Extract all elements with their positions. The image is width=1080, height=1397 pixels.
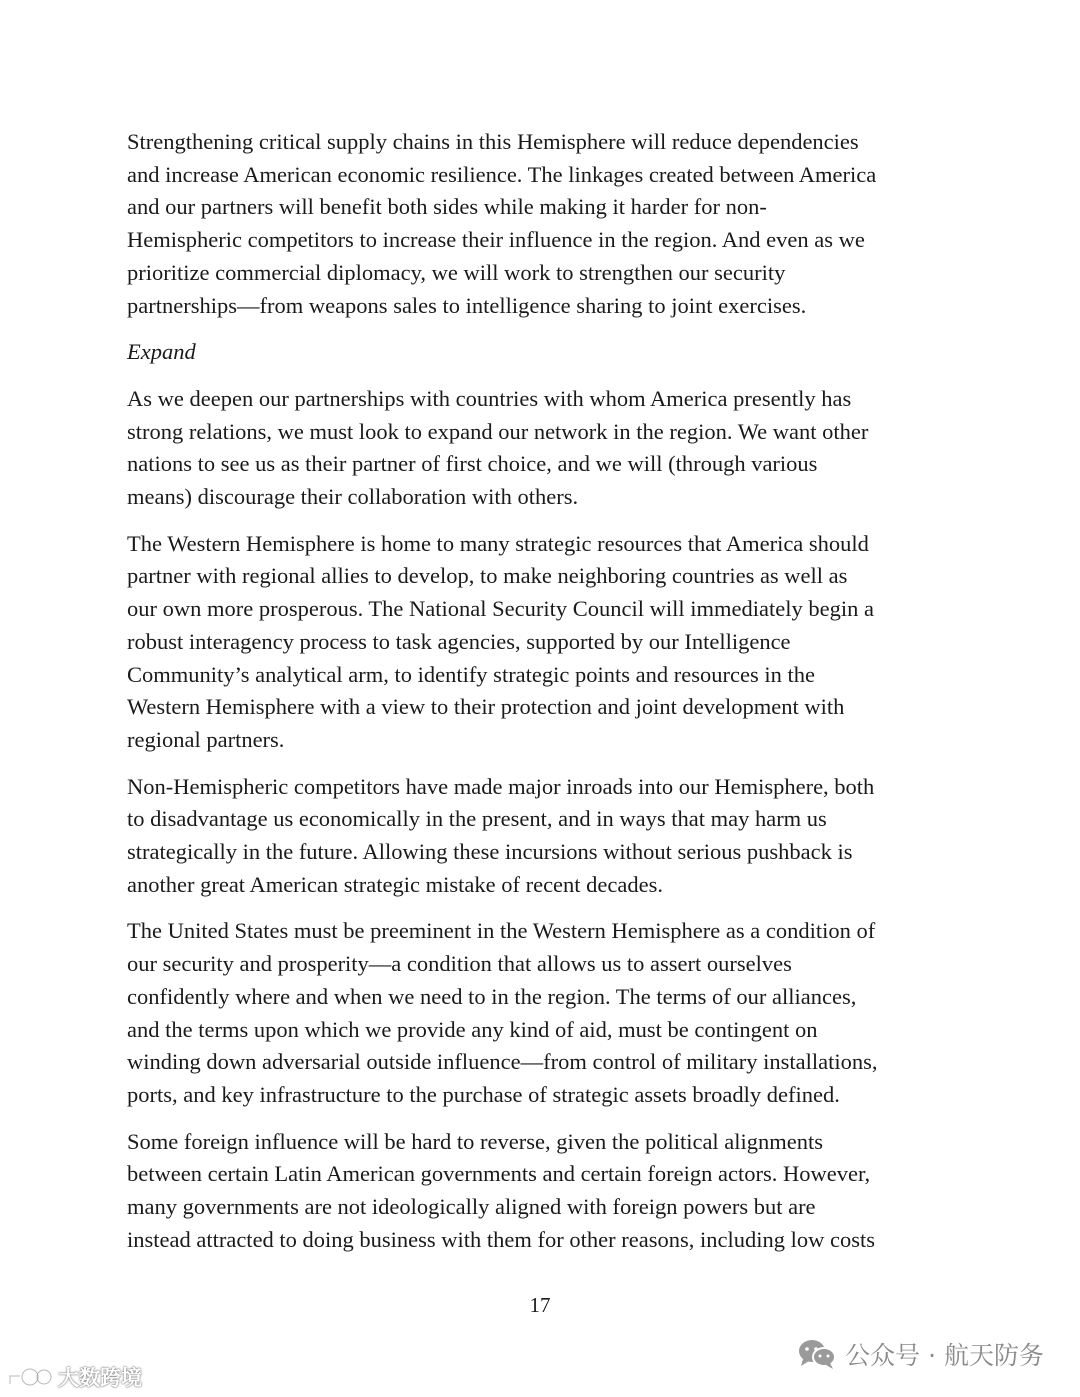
- section-heading: Expand: [127, 339, 196, 365]
- paragraph-line: and increase American economic resilience. The linkages created between America: [127, 161, 877, 187]
- paragraph-line: many governments are not ideologically aligned with foreign powers but are: [127, 1194, 816, 1220]
- paragraph-line: The United States must be preeminent in the Western Hemisphere as a condition of: [127, 918, 876, 944]
- paragraph-line: to disadvantage us economically in the present, and in ways that may harm us: [127, 806, 827, 832]
- paragraph-line: another great American strategic mistake of recent decades.: [127, 871, 663, 897]
- document-body: [127, 126, 957, 1271]
- paragraph-line: winding down adversarial outside influence—from control of military installations,: [127, 1049, 878, 1075]
- paragraph-line: prioritize commercial diplomacy, we will work to strengthen our security: [127, 259, 786, 285]
- paragraph-line: The Western Hemisphere is home to many strategic resources that America should: [127, 530, 869, 556]
- page-number: 17: [529, 1293, 551, 1317]
- paragraph-line: means) discourage their collaboration with others.: [127, 484, 579, 510]
- paragraph-line: Hemispheric competitors to increase their influence in the region. And even as we: [127, 227, 865, 253]
- paragraph-line: between certain Latin American governments and certain foreign actors. However,: [127, 1161, 871, 1187]
- paragraph-line: ports, and key infrastructure to the purchase of strategic assets broadly defined.: [127, 1081, 840, 1107]
- paragraph: [127, 383, 957, 514]
- paragraph-line: robust interagency process to task agencies, supported by our Intelligence: [127, 628, 791, 654]
- paragraph-line: Strengthening critical supply chains in this Hemisphere will reduce dependencies: [127, 129, 859, 154]
- paragraph-line: Western Hemisphere with a view to their protection and joint development with: [127, 694, 845, 720]
- paragraph-line: strategically in the future. Allowing these incursions without serious pushback is: [127, 839, 853, 865]
- paragraph-line: partner with regional allies to develop, to make neighboring countries as well as: [127, 563, 848, 589]
- paragraph-line: partnerships—from weapons sales to intelligence sharing to joint exercises.: [127, 292, 807, 318]
- paragraph: [127, 1126, 957, 1257]
- paragraph-line: and our partners will benefit both sides while making it harder for non-: [127, 194, 767, 220]
- watermark-left: [6, 1362, 142, 1392]
- paragraph-line: our security and prosperity—a condition that allows us to assert ourselves: [127, 951, 792, 977]
- wechat-icon: [797, 1337, 837, 1371]
- paragraph-line: instead attracted to doing business with them for other reasons, including low costs: [127, 1226, 875, 1252]
- paragraph: [127, 528, 957, 757]
- bigdata-logo-icon: [6, 1364, 54, 1390]
- paragraph-line: strong relations, we must look to expand our network in the region. We want other: [127, 418, 869, 444]
- paragraph-line: confidently where and when we need to in the region. The terms of our alliances,: [127, 983, 857, 1009]
- watermark-left-text: 大数跨境: [58, 1366, 142, 1390]
- watermark-right-text: 公众号 · 航天防务: [845, 1341, 1044, 1370]
- paragraph-line: Some foreign influence will be hard to reverse, given the political alignments: [127, 1128, 824, 1154]
- paragraph-line: Non-Hemispheric competitors have made major inroads into our Hemisphere, both: [127, 773, 875, 799]
- paragraph-line: nations to see us as their partner of first choice, and we will (through various: [127, 451, 818, 477]
- paragraph-line: and the terms upon which we provide any kind of aid, must be contingent on: [127, 1016, 818, 1042]
- paragraph-group-2: [127, 383, 957, 1257]
- paragraph-line: regional partners.: [127, 726, 285, 752]
- paragraph-line: Community’s analytical arm, to identify strategic points and resources in the: [127, 661, 815, 687]
- watermark-right: [797, 1334, 1044, 1374]
- paragraph-line: our own more prosperous. The National Security Council will immediately begin a: [127, 596, 874, 622]
- paragraph: [127, 126, 957, 322]
- paragraph: [127, 771, 957, 902]
- paragraph-line: As we deepen our partnerships with countries with whom America presently has: [127, 385, 852, 411]
- paragraph: [127, 915, 957, 1111]
- paragraph-group-1: [127, 126, 957, 322]
